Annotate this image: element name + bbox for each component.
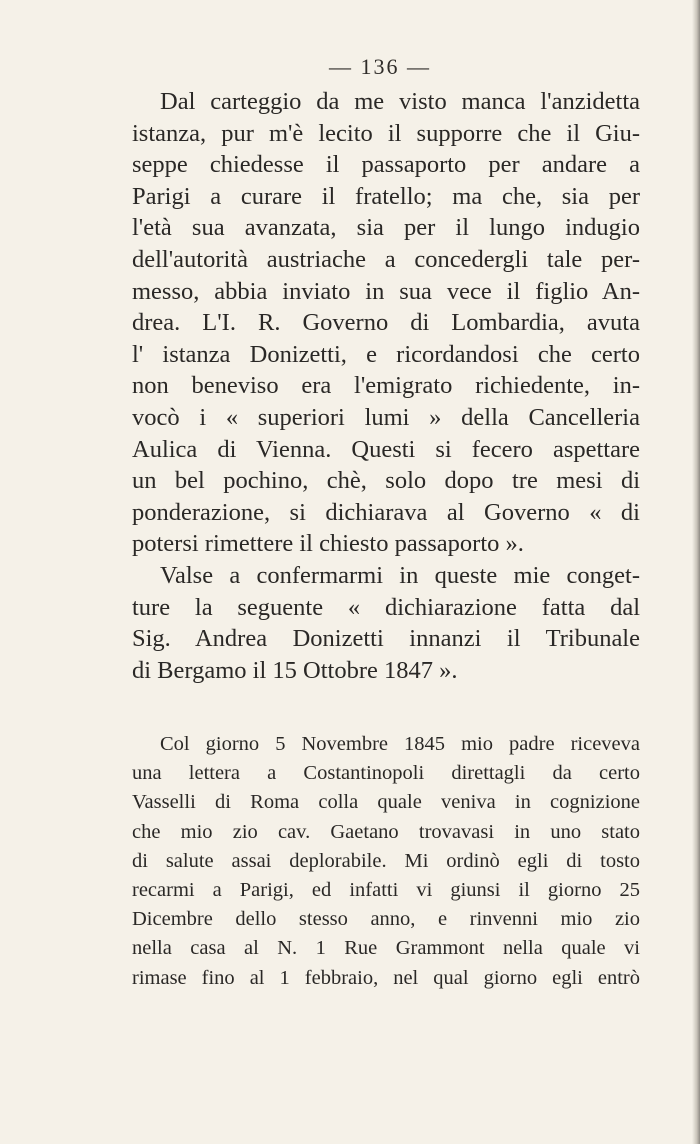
quote-line: che mio zio cav. Gaetano trovavasi in uno stato: [132, 820, 640, 843]
text-line: di Bergamo il 15 Ottobre 1847 ».: [132, 656, 458, 684]
quote-line: recarmi a Parigi, ed infatti vi giunsi il giorno 25: [132, 879, 640, 902]
quote-line: Col giorno 5 Novembre 1845 mio padre riceveva: [160, 733, 640, 755]
text-line: istanza, pur m'è lecito il supporre che il Giu-: [132, 119, 640, 147]
text-line: l' istanza Donizetti, e ricordandosi che certo: [132, 340, 640, 368]
quote-line: una lettera a Costantinopoli direttagli da certo: [132, 762, 640, 785]
text-line: Dal carteggio da me visto manca l'anzidetta: [160, 88, 640, 115]
text-line: drea. L'I. R. Governo di Lombardia, avuta: [132, 309, 640, 337]
text-line: ponderazione, si dichiarava al Governo « di: [132, 498, 640, 526]
quote-line: Vasselli di Roma colla quale veniva in cognizione: [132, 791, 640, 814]
text-line: ture la seguente « dichiarazione fatta dal: [132, 593, 640, 621]
page-edge-shadow: [692, 0, 700, 1144]
text-line: dell'autorità austriache a concedergli tale per-: [132, 245, 640, 273]
text-line: l'età sua avanzata, sia per il lungo indugio: [132, 214, 640, 242]
text-line: Parigi a curare il fratello; ma che, sia per: [132, 182, 640, 210]
quote-line: rimase fino al 1 febbraio, nel qual giorno egli entrò: [132, 966, 640, 989]
quote-line: Dicembre dello stesso anno, e rinvenni mio zio: [132, 908, 640, 931]
paragraph-1: [132, 86, 640, 560]
quoted-declaration: [132, 730, 640, 993]
quote-line: nella casa al N. 1 Rue Grammont nella quale vi: [132, 937, 640, 960]
text-line: vocò i « superiori lumi » della Cancelleria: [132, 403, 640, 431]
text-line: Aulica di Vienna. Questi si fecero aspettare: [132, 435, 640, 463]
text-line: Valse a confermarmi in queste mie conget-: [160, 561, 640, 589]
text-line: non beneviso era l'emigrato richiedente, in-: [132, 372, 640, 400]
main-text: [132, 86, 640, 686]
text-line: Sig. Andrea Donizetti innanzi il Tribunale: [132, 625, 640, 653]
text-line: messo, abbia inviato in sua vece il figlio An-: [132, 277, 640, 305]
text-line: potersi rimettere il chiesto passaporto ».: [132, 530, 524, 558]
paragraph-2: [132, 560, 640, 686]
page-number: — 136 —: [329, 54, 431, 79]
quote-line: di salute assai deplorabile. Mi ordinò egli di tosto: [132, 849, 640, 872]
text-line: seppe chiedesse il passaporto per andare a: [132, 151, 640, 179]
text-line: un bel pochino, chè, solo dopo tre mesi di: [132, 467, 640, 495]
